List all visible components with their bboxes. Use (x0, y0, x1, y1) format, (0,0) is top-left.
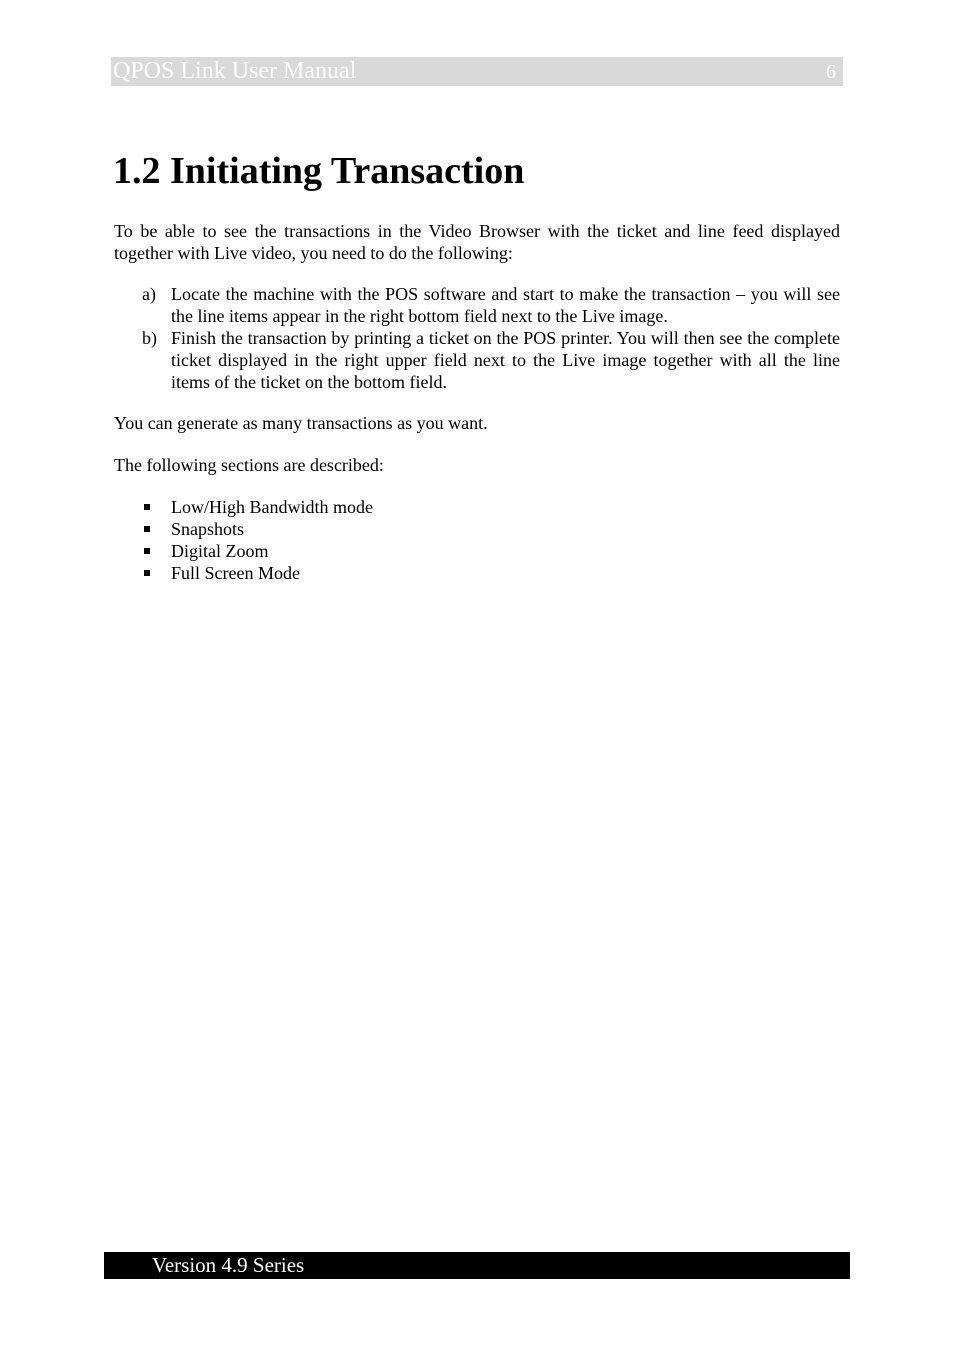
list-item-text: Digital Zoom (171, 541, 269, 561)
sections-intro: The following sections are described: (114, 455, 384, 475)
page-number: 6 (826, 61, 836, 83)
intro-paragraph: To be able to see the transactions in the Video Browser with the ticket and line feed displayed together with Live video, you need to do the following: (114, 221, 840, 263)
note-paragraph: You can generate as many transactions as you want. (114, 413, 488, 433)
bullet-square-icon (144, 504, 150, 510)
step-text: Locate the machine with the POS software and start to make the transaction – you will see the line items appear in the right bottom field next to the Live image. (171, 284, 840, 326)
bullet-square-icon (144, 526, 150, 532)
list-item (114, 562, 840, 584)
page-header (111, 57, 843, 86)
header-title: QPOS Link User Manual (113, 58, 357, 84)
list-item-text: Snapshots (171, 519, 245, 539)
steps-list (114, 283, 840, 393)
page-footer (104, 1252, 850, 1279)
section-body (114, 220, 840, 584)
footer-version: Version 4.9 Series (152, 1253, 305, 1277)
sections-list (114, 496, 840, 584)
section-title: 1.2 Initiating Transaction (113, 150, 525, 192)
list-item (114, 518, 840, 540)
step-marker: a) (142, 284, 156, 304)
step-text: Finish the transaction by printing a ticket on the POS printer. You will then see the complete ticket displayed in the right upper field next to the Live image together with all the line items of the ticket on the bottom field. (171, 328, 840, 392)
list-item-text: Low/High Bandwidth mode (171, 497, 373, 517)
step-item (114, 327, 840, 393)
list-item-text: Full Screen Mode (171, 563, 300, 583)
list-item (114, 496, 840, 518)
list-item (114, 540, 840, 562)
bullet-square-icon (144, 570, 150, 576)
bullet-square-icon (144, 548, 150, 554)
step-marker: b) (142, 328, 157, 348)
step-item (114, 283, 840, 327)
